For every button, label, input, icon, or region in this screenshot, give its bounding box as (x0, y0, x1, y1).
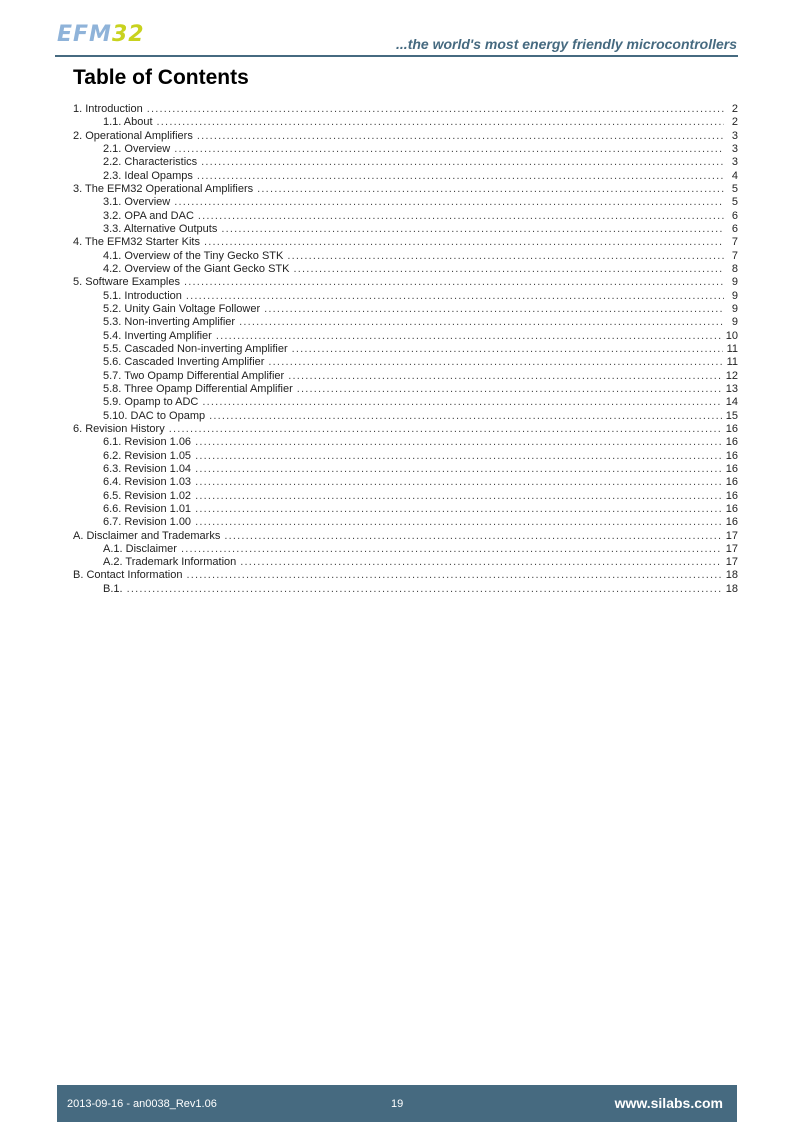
toc-entry-page: 3 (731, 142, 738, 155)
toc-entry-label: 3. The EFM32 Operational Amplifiers (73, 182, 254, 195)
toc-entry-page: 16 (725, 476, 738, 489)
logo-32: 32 (111, 22, 145, 47)
toc-entry-label: 6.1. Revision 1.06 (103, 436, 192, 449)
toc-entry-page: 11 (726, 356, 738, 369)
dot-leader (181, 543, 722, 556)
toc-entry-page: 10 (725, 329, 738, 342)
dot-leader (174, 196, 724, 209)
dot-leader (216, 330, 722, 343)
dot-leader (147, 103, 724, 116)
toc-entry-label: 5.10. DAC to Opamp (103, 409, 206, 422)
dot-leader (293, 263, 724, 276)
toc-entry[interactable] (73, 410, 738, 423)
toc-entry-label: 5.4. Inverting Amplifier (103, 329, 212, 342)
toc-entry-page: 3 (731, 156, 738, 169)
dot-leader (209, 410, 722, 423)
toc-entry-label: 2.3. Ideal Opamps (103, 169, 193, 182)
toc-entry-label: 1. Introduction (73, 103, 143, 115)
dot-leader (197, 130, 724, 143)
toc-entry-label: 5.6. Cascaded Inverting Amplifier (103, 356, 265, 369)
toc-entry[interactable] (73, 543, 738, 556)
toc-entry[interactable] (73, 383, 738, 396)
footer-date-doc: 2013-09-16 - an0038_Rev1.06 (67, 1098, 217, 1110)
dot-leader (288, 370, 722, 383)
toc-entry-label: B. Contact Information (73, 569, 183, 582)
page-title: Table of Contents (73, 66, 249, 89)
toc-entry-label: A.1. Disclaimer (103, 542, 177, 555)
toc-entry[interactable] (73, 183, 738, 196)
toc-entry[interactable] (73, 330, 738, 343)
dot-leader (202, 396, 721, 409)
toc-entry-label: 6. Revision History (73, 422, 165, 435)
toc-entry-page: 16 (725, 516, 738, 529)
toc-entry[interactable] (73, 556, 738, 569)
toc-entry-label: 5.2. Unity Gain Voltage Follower (103, 302, 261, 315)
toc-entry[interactable] (73, 196, 738, 209)
toc-entry[interactable] (73, 530, 738, 543)
toc-entry-page: 9 (731, 276, 738, 289)
toc-entry[interactable] (73, 450, 738, 463)
toc-entry[interactable] (73, 490, 738, 503)
toc-entry-page: 18 (725, 582, 738, 595)
dot-leader (198, 210, 724, 223)
toc-entry-page: 8 (731, 262, 738, 275)
toc-entry-page: 17 (725, 556, 738, 569)
dot-leader (201, 156, 724, 169)
toc-entry[interactable] (73, 236, 738, 249)
dot-leader (169, 423, 722, 436)
toc-entry-label: 5.3. Non-inverting Amplifier (103, 316, 236, 329)
toc-entry-page: 17 (725, 542, 738, 555)
toc-entry[interactable] (73, 303, 738, 316)
toc-entry-page: 13 (725, 382, 738, 395)
dot-leader (195, 476, 722, 489)
dot-leader (127, 583, 722, 596)
dot-leader (204, 236, 724, 249)
toc-entry-page: 12 (725, 369, 738, 382)
toc-entry[interactable] (73, 423, 738, 436)
toc-entry-page: 4 (731, 169, 738, 182)
toc-entry-label: 3.1. Overview (103, 196, 171, 209)
toc-entry[interactable] (73, 476, 738, 489)
logo-efm: EFM (57, 22, 112, 47)
toc-entry-label: 5.5. Cascaded Non-inverting Amplifier (103, 342, 288, 355)
toc-entry-label: 6.6. Revision 1.01 (103, 502, 192, 515)
dot-leader (224, 530, 721, 543)
toc-entry[interactable] (73, 290, 738, 303)
toc-entry[interactable] (73, 463, 738, 476)
toc-entry-page: 16 (725, 422, 738, 435)
toc-entry-page: 9 (731, 302, 738, 315)
dot-leader (264, 303, 724, 316)
dot-leader (195, 490, 722, 503)
toc-entry-label: 5.8. Three Opamp Differential Amplifier (103, 382, 293, 395)
toc-entry-label: 3.2. OPA and DAC (103, 209, 194, 222)
dot-leader (195, 463, 722, 476)
toc-entry-label: 5. Software Examples (73, 276, 180, 289)
footer-page-number: 19 (391, 1098, 404, 1110)
toc-entry-label: 5.1. Introduction (103, 289, 182, 302)
toc-entry[interactable] (73, 343, 738, 356)
dot-leader (174, 143, 724, 156)
toc-entry-page: 16 (725, 449, 738, 462)
dot-leader (257, 183, 724, 196)
toc-entry-label: 6.5. Revision 1.02 (103, 489, 192, 502)
dot-leader (297, 383, 722, 396)
toc-entry[interactable] (73, 583, 738, 596)
toc-entry[interactable] (73, 503, 738, 516)
dot-leader (195, 503, 722, 516)
toc-entry[interactable] (73, 210, 738, 223)
dot-leader (239, 316, 724, 329)
toc-entry-label: 4.2. Overview of the Giant Gecko STK (103, 262, 290, 275)
toc-entry-page: 5 (731, 196, 738, 209)
dot-leader (157, 116, 724, 129)
toc-entry[interactable] (73, 370, 738, 383)
toc-entry-label: 1.1. About (103, 116, 153, 129)
toc-entry-label: A. Disclaimer and Trademarks (73, 529, 221, 542)
toc-entry-page: 9 (731, 316, 738, 329)
toc-entry-page: 7 (731, 236, 738, 249)
toc-entry-page: 16 (725, 502, 738, 515)
toc-entry[interactable] (73, 516, 738, 529)
dot-leader (268, 356, 722, 369)
toc-entry-page: 18 (725, 569, 738, 582)
toc-entry[interactable] (73, 223, 738, 236)
toc-entry[interactable] (73, 396, 738, 409)
toc-entry-label: 6.4. Revision 1.03 (103, 476, 192, 489)
toc-entry[interactable] (73, 276, 738, 289)
footer-bar (57, 1085, 737, 1122)
toc-entry-label: 6.3. Revision 1.04 (103, 462, 192, 475)
toc-entry-page: 14 (725, 396, 738, 409)
dot-leader (195, 516, 722, 529)
toc-entry-page: 11 (726, 342, 738, 355)
toc-entry-page: 6 (731, 209, 738, 222)
toc-entry-label: 4.1. Overview of the Tiny Gecko STK (103, 249, 284, 262)
toc-entry[interactable] (73, 116, 738, 129)
toc-entry-label: 2.2. Characteristics (103, 156, 198, 169)
toc-entry[interactable] (73, 569, 738, 582)
toc-entry-label: 6.2. Revision 1.05 (103, 449, 192, 462)
dot-leader (287, 250, 724, 263)
toc-entry-page: 15 (725, 409, 738, 422)
toc-entry[interactable] (73, 436, 738, 449)
toc-entry-label: 2.1. Overview (103, 142, 171, 155)
toc-entry-page: 3 (731, 129, 738, 142)
toc-entry[interactable] (73, 103, 738, 116)
toc-entry-label: 6.7. Revision 1.00 (103, 516, 192, 529)
toc-entry-label: 5.9. Opamp to ADC (103, 396, 199, 409)
dot-leader (195, 436, 722, 449)
header-divider (55, 55, 738, 57)
toc-entry[interactable] (73, 143, 738, 156)
dot-leader (197, 170, 724, 183)
toc-entry[interactable] (73, 130, 738, 143)
toc-entry-page: 2 (731, 116, 738, 129)
toc-entry-page: 17 (725, 529, 738, 542)
footer-url[interactable]: www.silabs.com (614, 1095, 723, 1111)
toc-entry[interactable] (73, 170, 738, 183)
dot-leader (184, 276, 724, 289)
toc-entry[interactable] (73, 316, 738, 329)
toc-entry-label: 3.3. Alternative Outputs (103, 222, 218, 235)
toc-entry[interactable] (73, 250, 738, 263)
toc-entry-page: 5 (731, 182, 738, 195)
toc-entry[interactable] (73, 156, 738, 169)
toc-entry-label: 4. The EFM32 Starter Kits (73, 236, 200, 249)
toc-entry-label: B.1. (103, 582, 123, 595)
header-tagline: ...the world's most energy friendly microcontrollers (396, 36, 737, 52)
toc-entry-page: 2 (731, 103, 738, 115)
toc-entry-page: 6 (731, 222, 738, 235)
toc-entry-page: 16 (725, 436, 738, 449)
toc-entry-label: A.2. Trademark Information (103, 556, 237, 569)
toc-entry-page: 16 (725, 489, 738, 502)
dot-leader (292, 343, 723, 356)
toc-entry[interactable] (73, 356, 738, 369)
toc-entry-page: 7 (731, 249, 738, 262)
toc-entry-label: 2. Operational Amplifiers (73, 129, 193, 142)
toc-entry-label: 5.7. Two Opamp Differential Amplifier (103, 369, 285, 382)
dot-leader (186, 290, 724, 303)
toc-entry-page: 9 (731, 289, 738, 302)
toc-entry[interactable] (73, 263, 738, 276)
dot-leader (186, 569, 721, 582)
dot-leader (240, 556, 721, 569)
dot-leader (221, 223, 724, 236)
toc-entry-page: 16 (725, 462, 738, 475)
table-of-contents (73, 103, 738, 596)
dot-leader (195, 450, 722, 463)
efm32-logo (57, 22, 145, 47)
